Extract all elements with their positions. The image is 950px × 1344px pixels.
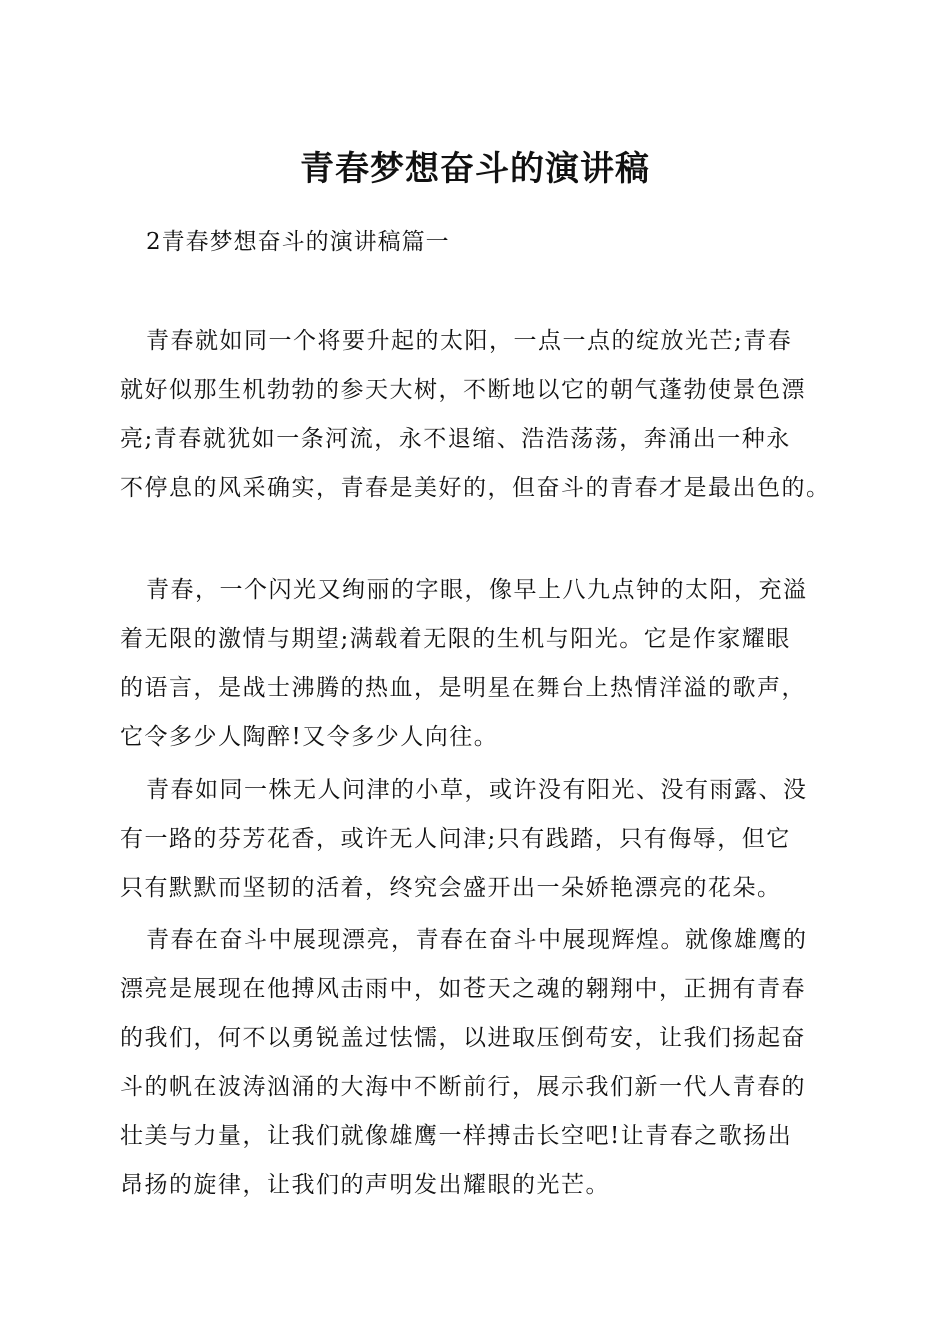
paragraph-1	[120, 317, 860, 513]
paragraph-line: 它令多少人陶醉!又令多少人向往。	[120, 724, 499, 750]
paragraph-line: 青春在奋斗中展现漂亮，青春在奋斗中展现辉煌。就像雄鹰的	[146, 927, 808, 953]
paragraph-line: 昂扬的旋律，让我们的声明发出耀眼的光芒。	[120, 1172, 610, 1198]
paragraph-line: 壮美与力量，让我们就像雄鹰一样搏击长空吧!让青春之歌扬出	[120, 1123, 793, 1149]
paragraph-line: 只有默默而坚韧的活着，终究会盛开出一朵娇艳漂亮的花朵。	[120, 875, 782, 901]
document-title: 青春梦想奋斗的演讲稿	[300, 149, 650, 189]
paragraph-line: 亮;青春就犹如一条河流，永不退缩、浩浩荡荡，奔涌出一种永	[120, 426, 791, 452]
paragraph-4	[120, 916, 860, 1210]
paragraph-line: 的我们，何不以勇锐盖过怯懦，以进取压倒苟安，让我们扬起奋	[120, 1025, 806, 1051]
paragraph-line: 青春就如同一个将要升起的太阳，一点一点的绽放光芒;青春	[146, 328, 793, 354]
paragraph-line: 斗的帆在波涛汹涌的大海中不断前行，展示我们新一代人青春的	[120, 1074, 806, 1100]
paragraph-line: 不停息的风采确实，青春是美好的，但奋斗的青春才是最出色的。	[120, 475, 831, 501]
paragraph-line: 有一路的芬芳花香，或许无人问津;只有践踏，只有侮辱，但它	[120, 826, 791, 852]
paragraph-line: 青春，一个闪光又绚丽的字眼，像早上八九点钟的太阳，充溢	[146, 577, 808, 603]
paragraph-line: 着无限的激情与期望;满载着无限的生机与阳光。它是作家耀眼	[120, 626, 791, 652]
section-heading: 2青春梦想奋斗的演讲稿篇一	[146, 229, 450, 255]
paragraph-line: 青春如同一株无人问津的小草，或许没有阳光、没有雨露、没	[146, 777, 808, 803]
paragraph-line: 的语言，是战士沸腾的热血，是明星在舞台上热情洋溢的歌声，	[120, 675, 806, 701]
paragraph-line: 漂亮是展现在他搏风击雨中，如苍天之魂的翱翔中，正拥有青春	[120, 976, 806, 1002]
paragraph-2	[120, 566, 860, 762]
paragraph-line: 就好似那生机勃勃的参天大树，不断地以它的朝气蓬勃使景色漂	[120, 377, 806, 403]
paragraph-3	[120, 766, 860, 913]
